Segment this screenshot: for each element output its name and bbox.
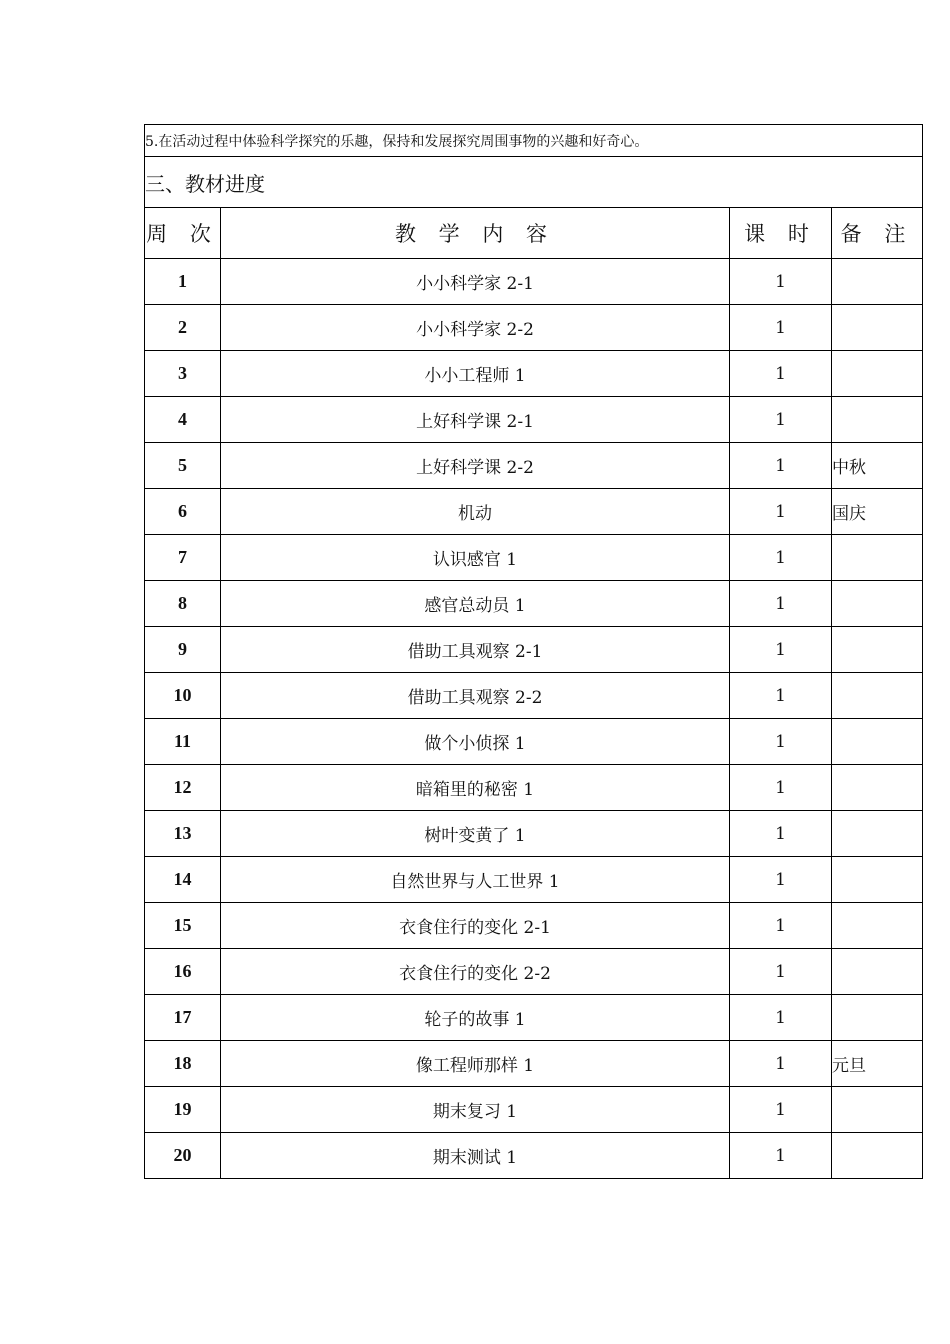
week-cell: 14: [145, 857, 221, 903]
table-row: [145, 1087, 923, 1133]
week-cell: 3: [145, 351, 221, 397]
hours-cell: 1: [730, 443, 832, 489]
hours-cell: 1: [730, 903, 832, 949]
hours-cell: 1: [730, 305, 832, 351]
hours-cell: 1: [730, 995, 832, 1041]
content-cell: 借助工具观察 2-1: [221, 627, 730, 673]
content-cell: 机动: [221, 489, 730, 535]
week-cell: 10: [145, 673, 221, 719]
note-cell: 中秋: [832, 443, 923, 489]
content-cell: 做个小侦探 1: [221, 719, 730, 765]
note-cell: [832, 857, 923, 903]
hours-cell: 1: [730, 949, 832, 995]
note-cell: [832, 581, 923, 627]
note-cell: [832, 305, 923, 351]
week-cell: 20: [145, 1133, 221, 1179]
content-cell: 自然世界与人工世界 1: [221, 857, 730, 903]
table-row: [145, 627, 923, 673]
note-cell: [832, 1087, 923, 1133]
week-cell: 4: [145, 397, 221, 443]
schedule-table: [144, 124, 923, 1179]
hours-cell: 1: [730, 259, 832, 305]
header-hours: 课 时: [730, 208, 832, 259]
header-row: [145, 208, 923, 259]
content-cell: 轮子的故事 1: [221, 995, 730, 1041]
content-cell: 像工程师那样 1: [221, 1041, 730, 1087]
hours-cell: 1: [730, 719, 832, 765]
table-row: [145, 995, 923, 1041]
week-cell: 11: [145, 719, 221, 765]
table-row: [145, 351, 923, 397]
note-cell: [832, 1133, 923, 1179]
week-cell: 19: [145, 1087, 221, 1133]
content-cell: 小小科学家 2-2: [221, 305, 730, 351]
hours-cell: 1: [730, 1133, 832, 1179]
content-cell: 认识感官 1: [221, 535, 730, 581]
content-cell: 暗箱里的秘密 1: [221, 765, 730, 811]
hours-cell: 1: [730, 397, 832, 443]
hours-cell: 1: [730, 673, 832, 719]
hours-cell: 1: [730, 627, 832, 673]
hours-cell: 1: [730, 581, 832, 627]
table-row: [145, 259, 923, 305]
table-row: [145, 443, 923, 489]
week-cell: 2: [145, 305, 221, 351]
table-row: [145, 535, 923, 581]
content-cell: 衣食住行的变化 2-1: [221, 903, 730, 949]
week-cell: 8: [145, 581, 221, 627]
content-cell: 上好科学课 2-1: [221, 397, 730, 443]
note-cell: [832, 397, 923, 443]
table-row: [145, 489, 923, 535]
hours-cell: 1: [730, 1087, 832, 1133]
table-row: [145, 581, 923, 627]
note-cell: 国庆: [832, 489, 923, 535]
week-cell: 7: [145, 535, 221, 581]
hours-cell: 1: [730, 811, 832, 857]
content-cell: 小小科学家 2-1: [221, 259, 730, 305]
section-row: [145, 157, 923, 208]
content-cell: 上好科学课 2-2: [221, 443, 730, 489]
note-cell: [832, 995, 923, 1041]
week-cell: 16: [145, 949, 221, 995]
hours-cell: 1: [730, 489, 832, 535]
note-cell: [832, 719, 923, 765]
note-cell: [832, 535, 923, 581]
section-title: 三、教材进度: [145, 157, 923, 208]
content-cell: 期末测试 1: [221, 1133, 730, 1179]
content-cell: 衣食住行的变化 2-2: [221, 949, 730, 995]
note-cell: [832, 811, 923, 857]
content-cell: 感官总动员 1: [221, 581, 730, 627]
note-cell: 元旦: [832, 1041, 923, 1087]
table-row: [145, 811, 923, 857]
week-cell: 17: [145, 995, 221, 1041]
week-cell: 18: [145, 1041, 221, 1087]
table-row: [145, 765, 923, 811]
week-cell: 15: [145, 903, 221, 949]
intro-text: 5.在活动过程中体验科学探究的乐趣，保持和发展探究周围事物的兴趣和好奇心。: [145, 125, 923, 157]
week-cell: 9: [145, 627, 221, 673]
note-cell: [832, 259, 923, 305]
content-cell: 期末复习 1: [221, 1087, 730, 1133]
note-cell: [832, 351, 923, 397]
hours-cell: 1: [730, 1041, 832, 1087]
week-cell: 13: [145, 811, 221, 857]
header-notes: 备 注: [832, 208, 923, 259]
note-cell: [832, 903, 923, 949]
note-cell: [832, 627, 923, 673]
table-row: [145, 1133, 923, 1179]
table-row: [145, 397, 923, 443]
table-row: [145, 1041, 923, 1087]
week-cell: 5: [145, 443, 221, 489]
table-row: [145, 903, 923, 949]
hours-cell: 1: [730, 765, 832, 811]
note-cell: [832, 765, 923, 811]
note-cell: [832, 949, 923, 995]
content-cell: 借助工具观察 2-2: [221, 673, 730, 719]
hours-cell: 1: [730, 351, 832, 397]
table-row: [145, 719, 923, 765]
intro-row: [145, 125, 923, 157]
week-cell: 12: [145, 765, 221, 811]
week-cell: 6: [145, 489, 221, 535]
table-row: [145, 857, 923, 903]
table-row: [145, 305, 923, 351]
week-cell: 1: [145, 259, 221, 305]
hours-cell: 1: [730, 857, 832, 903]
header-week: 周 次: [145, 208, 221, 259]
table-row: [145, 673, 923, 719]
note-cell: [832, 673, 923, 719]
content-cell: 树叶变黄了 1: [221, 811, 730, 857]
header-content: 教 学 内 容: [221, 208, 730, 259]
hours-cell: 1: [730, 535, 832, 581]
content-cell: 小小工程师 1: [221, 351, 730, 397]
table-row: [145, 949, 923, 995]
